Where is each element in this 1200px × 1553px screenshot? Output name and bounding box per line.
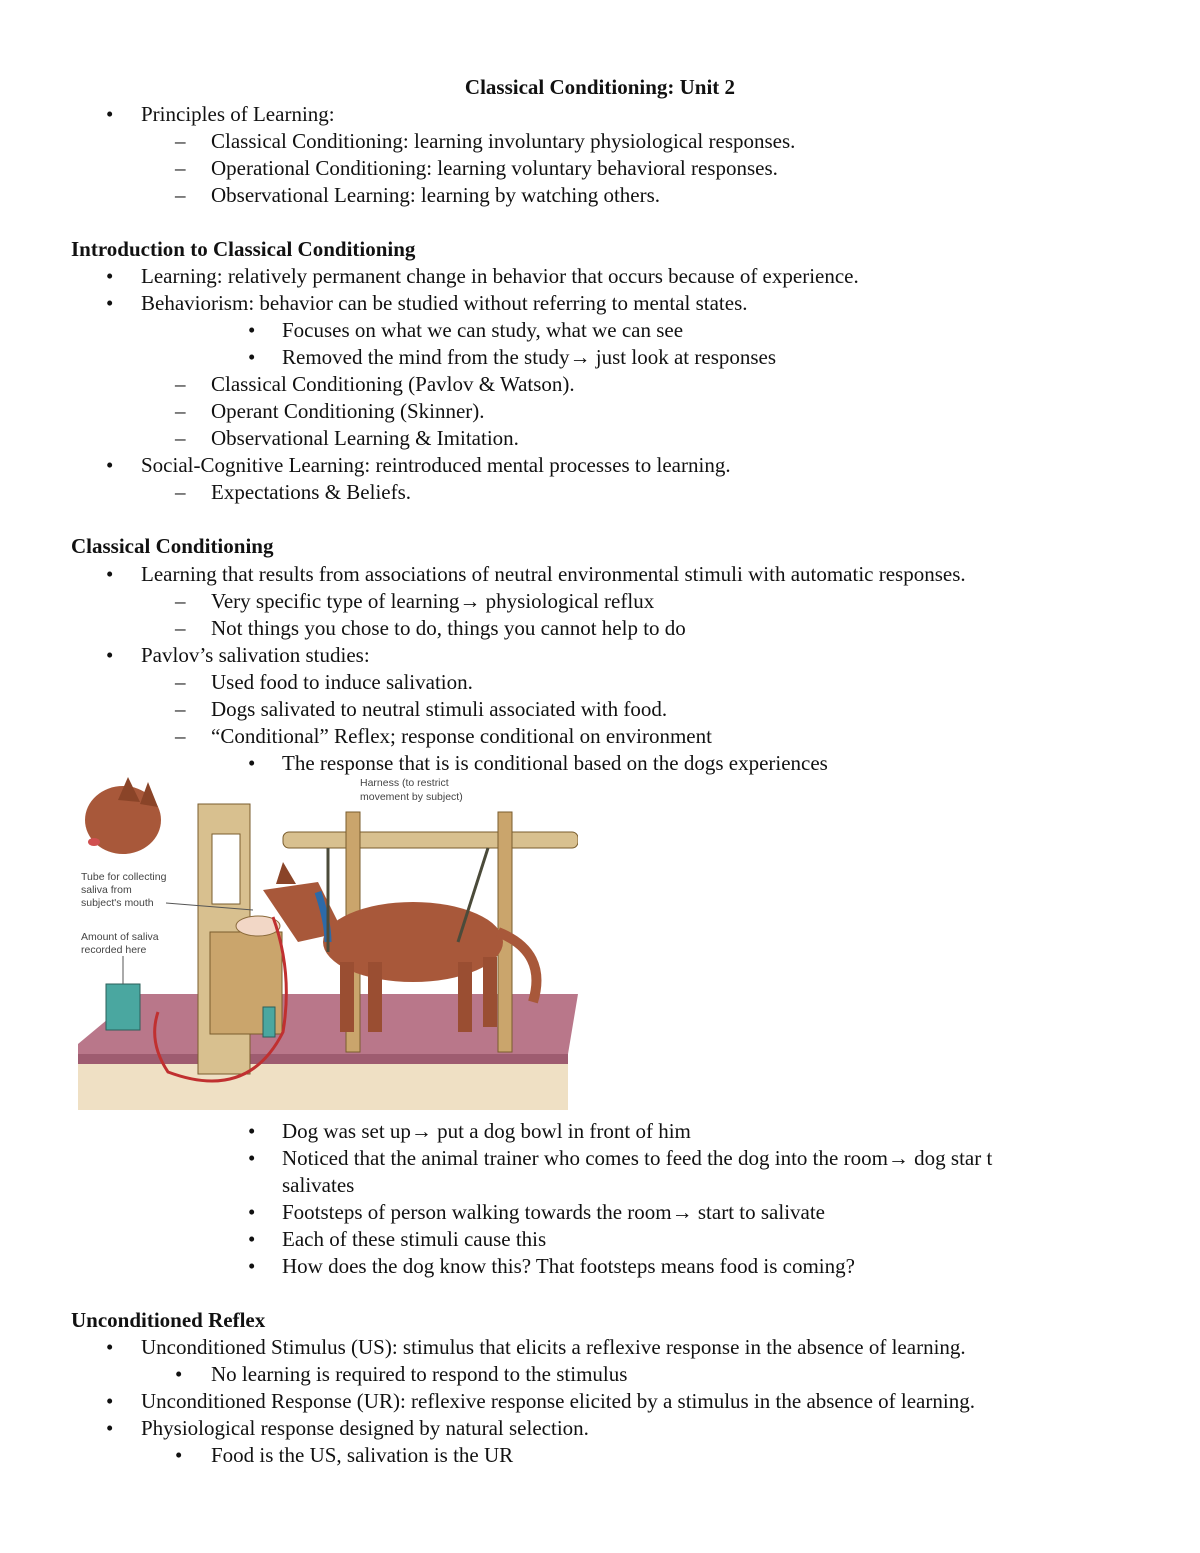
dash-item: – Not things you chose to do, things you cannot help to do — [175, 616, 686, 640]
sub-bullet-item: • Each of these stimuli cause this — [248, 1227, 547, 1251]
sub-bullet-item: • Focuses on what we can study, what we can see — [248, 318, 684, 342]
arrow-icon: → — [459, 589, 481, 613]
dash-item: – Operant Conditioning (Skinner). — [175, 399, 485, 423]
bullet-item: • Learning: relatively permanent change in behavior that occurs because of experience. — [106, 264, 859, 288]
sub-bullet-item: • Dog was set up→ put a dog bowl in front of him — [248, 1119, 691, 1143]
arrow-icon: → — [887, 1146, 909, 1170]
table-base — [78, 1064, 568, 1110]
label-tube: subject's mouth — [81, 897, 154, 909]
bullet-item: • Physiological response designed by natural selection. — [106, 1416, 589, 1440]
dash-item: – Observational Learning: learning by watching others. — [175, 183, 661, 207]
bullet-item: • Learning that results from associations of neutral environmental stimuli with automatic responses. — [106, 562, 966, 586]
arrow-icon: → — [569, 345, 591, 369]
saliva-container — [106, 984, 140, 1030]
dash-item: – Classical Conditioning: learning involuntary physiological responses. — [175, 129, 796, 153]
arrow-icon: → — [410, 1119, 432, 1143]
page-title: Classical Conditioning: Unit 2 — [464, 75, 736, 99]
sub-bullet-item: • Noticed that the animal trainer who comes to feed the dog into the room→ dog star t — [248, 1146, 993, 1170]
bullet-item: • Pavlov’s salivation studies: — [106, 643, 370, 667]
bullet-item: • Unconditioned Stimulus (US): stimulus that elicits a reflexive response in the absence of learning. — [106, 1335, 966, 1359]
bullet-item: • Social-Cognitive Learning: reintroduced mental processes to learning. — [106, 453, 731, 477]
dash-item: – Very specific type of learning→ physiological reflux — [175, 589, 655, 613]
sub-bullet-item: • No learning is required to respond to the stimulus — [175, 1362, 628, 1386]
label-amount: recorded here — [81, 944, 147, 956]
dash-item: – Used food to induce salivation. — [175, 670, 473, 694]
pavlov-apparatus-figure — [78, 772, 578, 1110]
continuation-text: salivates — [282, 1173, 355, 1197]
label-harness: Harness (to restrict — [360, 777, 449, 789]
dash-item: – Observational Learning & Imitation. — [175, 426, 519, 450]
section-heading-classical: Classical Conditioning — [71, 534, 274, 558]
harness-beam — [283, 832, 578, 848]
sub-bullet-item: • How does the dog know this? That footsteps means food is coming? — [248, 1254, 855, 1278]
dash-item: – Operational Conditioning: learning voluntary behavioral responses. — [175, 156, 778, 180]
label-harness: movement by subject) — [360, 791, 463, 803]
label-tube: saliva from — [81, 884, 132, 896]
sub-bullet-item: • The response that is is conditional based on the dogs experiences — [248, 751, 828, 775]
sub-bullet-item: • Food is the US, salivation is the UR — [175, 1443, 514, 1467]
sub-bullet-item: • Footsteps of person walking towards the room→ start to salivate — [248, 1200, 826, 1224]
dash-item: – Classical Conditioning (Pavlov & Watson). — [175, 372, 575, 396]
bullet-item: • Unconditioned Response (UR): reflexive response elicited by a stimulus in the absence of learning. — [106, 1389, 975, 1413]
dash-item: – “Conditional” Reflex; response conditional on environment — [175, 724, 712, 748]
section-heading-intro: Introduction to Classical Conditioning — [71, 237, 416, 261]
label-amount: Amount of saliva — [81, 931, 159, 943]
label-tube: Tube for collecting — [81, 871, 167, 883]
section-heading-unconditioned: Unconditioned Reflex — [71, 1308, 266, 1332]
dash-item: – Dogs salivated to neutral stimuli associated with food. — [175, 697, 668, 721]
arrow-icon: → — [671, 1200, 693, 1224]
bullet-item: • Behaviorism: behavior can be studied without referring to mental states. — [106, 291, 748, 315]
bullet-principles: • Principles of Learning: — [106, 102, 335, 126]
sub-bullet-item: • Removed the mind from the study→ just look at responses — [248, 345, 777, 369]
dash-item: – Expectations & Beliefs. — [175, 480, 412, 504]
